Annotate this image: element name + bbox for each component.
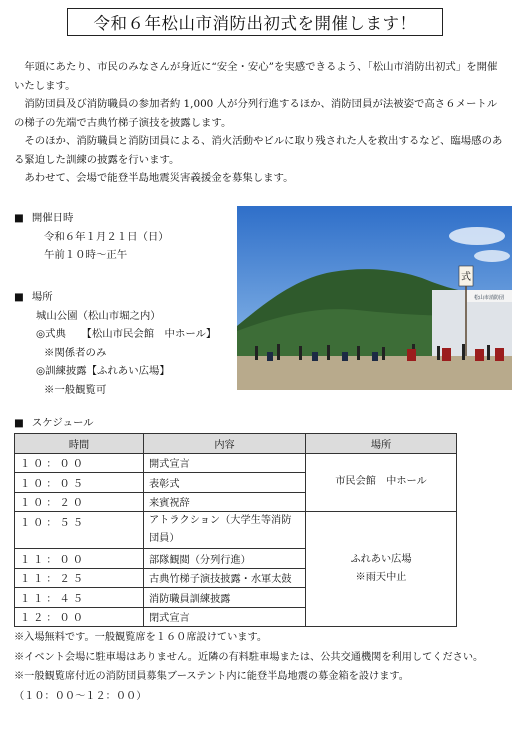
row-content: 開式宣言 [144, 453, 306, 473]
intro-paragraph: 年頭にあたり、市民のみなさんが身近に“安全・安心”を実感できるよう、「松山市消防出初式」を開催いたします。 [14, 61, 498, 92]
venue-drill: ◎訓練披露【ふれあい広場】 [36, 365, 170, 377]
intro-paragraph: 消防団員及び消防職員の参加者約 1,000 人が分列行進するほか、消防団員が法被姿で高さ６メートルの梯子の先端で古典竹梯子演技を披露します。 [14, 98, 498, 129]
row-content: アトラクション（大学生等消防団員） [144, 512, 306, 549]
row-content: 古典竹梯子演技披露・水軍太鼓 [144, 568, 306, 588]
table-header-row [15, 434, 457, 454]
place-square-note: ※雨天中止 [355, 572, 407, 583]
venue-ceremony: ◎式典 【松山市民会館 中ホール】 [36, 328, 217, 340]
notes [14, 628, 506, 706]
note-line: ※入場無料です。一般観覧席を１６０席設けています。 [14, 632, 268, 643]
table-row [15, 453, 457, 473]
venue-drill-note: ※一般観覧可 [44, 383, 107, 396]
note-line: ※一般観覧席付近の消防団員募集ブーステント内に能登半島地震の募金箱を設けます。 [14, 671, 409, 682]
banner-text: 松山市消防団 [473, 295, 505, 301]
place-square [306, 512, 457, 627]
table-row [15, 512, 457, 549]
event-photo [237, 206, 512, 390]
row-time: １０：５５ [15, 512, 144, 549]
date-heading: ■ 開催日時 [14, 209, 169, 228]
page-title [67, 8, 443, 36]
header-place: 場所 [306, 434, 457, 454]
place-hall: 市民会館 中ホール [306, 453, 457, 512]
page-title-text: 令和６年松山市消防出初式を開催します！ [93, 14, 417, 33]
header-time: 時間 [15, 434, 144, 454]
note-line: ※イベント会場に駐車場はありません。近隣の有料駐車場または、公共交通機関を利用してください。 [14, 651, 484, 663]
row-time: １１：２５ [15, 568, 144, 588]
row-time: １０：０５ [15, 473, 144, 493]
row-time: １１：００ [15, 549, 144, 569]
schedule-section [14, 414, 94, 433]
header-content: 内容 [144, 434, 306, 454]
schedule-heading: ■ スケジュール [14, 414, 94, 433]
event-date: 令和６年１月２１日（日） [44, 230, 169, 243]
venue-ceremony-note: ※関係者のみ [44, 346, 107, 359]
note-line: （１０：００～１２：００） [14, 690, 147, 702]
place-square-name: ふれあい広場 [350, 554, 412, 565]
venue-park: 城山公園（松山市堀之内） [36, 309, 161, 322]
row-content: 表彰式 [144, 473, 306, 493]
event-time: 午前１０時～正午 [44, 249, 128, 261]
venue-section [14, 288, 216, 399]
intro-paragraph: そのほか、消防職員と消防団員による、消火活動やビルに取り残された人を救出するなど、臨場感のある緊迫した訓練の披露を行います。 [14, 135, 503, 166]
row-content: 消防職員訓練披露 [144, 588, 306, 608]
row-time: １０：２０ [15, 492, 144, 512]
date-section [14, 209, 169, 265]
row-content: 閉式宣言 [144, 607, 306, 627]
row-content: 部隊観閲（分列行進） [144, 549, 306, 569]
intro-text [14, 58, 504, 188]
schedule-table [14, 433, 457, 627]
row-time: １２：００ [15, 607, 144, 627]
standard-sign-text: 式 [461, 272, 471, 283]
row-content: 来賓祝辞 [144, 492, 306, 512]
intro-paragraph: あわせて、会場で能登半島地震災害義援金を募集します。 [24, 172, 294, 184]
venue-heading: ■ 場所 [14, 288, 216, 307]
row-time: １１：４５ [15, 588, 144, 608]
row-time: １０：００ [15, 453, 144, 473]
